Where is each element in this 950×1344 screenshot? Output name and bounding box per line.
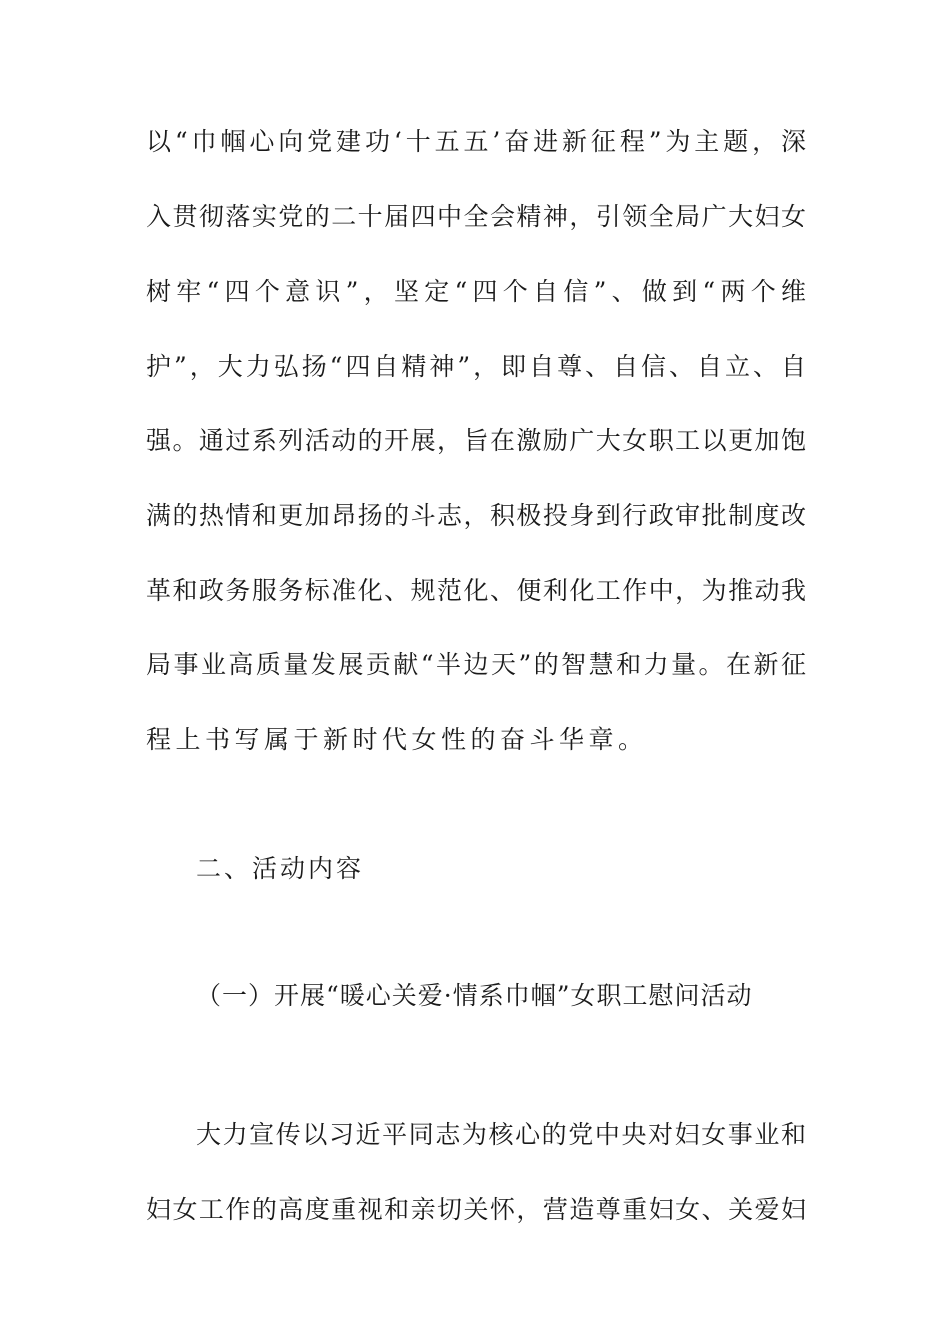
body-text-line: 入贯彻落实党的二十届四中全会精神，引领全局广大妇女	[146, 202, 806, 231]
subsection-heading: （一）开展“暖心关爱·情系巾帼”女职工慰问活动	[196, 981, 753, 1010]
body-text-line: 局事业高质量发展贡献“半边天”的智慧和力量。在新征	[146, 650, 806, 679]
body-text-line: 护”，大力弘扬“四自精神”，即自尊、自信、自立、自	[146, 352, 806, 381]
body-text-line: 满的热情和更加昂扬的斗志，积极投身到行政审批制度改	[146, 501, 806, 530]
body-text-line: 妇女工作的高度重视和亲切关怀，营造尊重妇女、关爱妇	[146, 1195, 806, 1224]
body-text-line: 大力宣传以习近平同志为核心的党中央对妇女事业和	[196, 1120, 806, 1149]
body-text-line: 革和政务服务标准化、规范化、便利化工作中，为推动我	[146, 576, 806, 605]
body-text-line: 树牢“四个意识”，坚定“四个自信”、做到“两个维	[146, 277, 806, 306]
body-text-line: 以“巾帼心向党建功‘十五五’奋进新征程”为主题，深	[146, 127, 806, 156]
body-text-line: 程上书写属于新时代女性的奋斗华章。	[146, 725, 648, 754]
section-heading: 二、活动内容	[196, 854, 365, 883]
body-text-line: 强。通过系列活动的开展，旨在激励广大女职工以更加饱	[146, 426, 806, 455]
